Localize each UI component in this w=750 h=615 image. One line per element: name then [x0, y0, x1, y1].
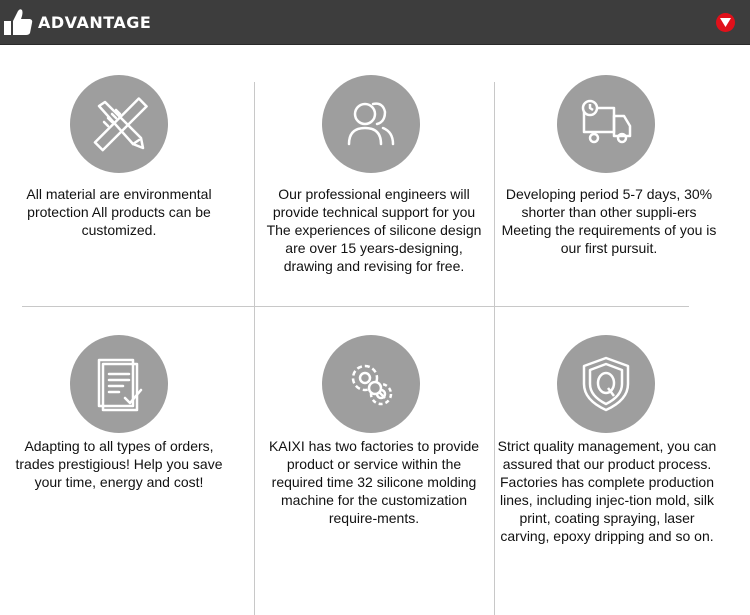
- delivery-truck-icon: [557, 75, 655, 173]
- ruler-pencil-icon: [70, 75, 168, 173]
- advantage-text-3: Developing period 5-7 days, 30% shorter than other suppli-ers Meeting the requirements of you is our first pursuit.: [501, 186, 717, 256]
- chevron-down-icon: [720, 18, 731, 27]
- document-check-icon: [70, 335, 168, 433]
- collapse-toggle-button[interactable]: [716, 13, 735, 32]
- gears-icon: [322, 335, 420, 433]
- advantage-text-1: All material are environmental protection All products can be customized.: [26, 186, 212, 238]
- section-header: [0, 0, 750, 45]
- advantage-text-5: KAIXI has two factories to provide product or service within the required time 32 silicone molding machine for the customization require-ments.: [268, 438, 480, 526]
- grid-divider-vertical-1: [254, 82, 255, 615]
- section-title: ADVANTAGE: [38, 13, 152, 32]
- advantage-text-4: Adapting to all types of orders, trades prestigious! Help you save your time, energy and cost!: [15, 438, 223, 490]
- grid-divider-horizontal: [22, 306, 689, 307]
- quality-shield-icon: [557, 335, 655, 433]
- advantage-text-2: Our professional engineers will provide technical support for you The experiences of silicone design are over 15 years-designing, drawing and revising for free.: [266, 186, 482, 274]
- advantage-text-6: Strict quality management, you can assured that our product process. Factories has complete production lines, including injec-tion mold, silk print, coating spraying, laser carving, epoxy dripping and so on.: [497, 438, 717, 544]
- grid-divider-vertical-2: [494, 82, 495, 615]
- thumbs-up-icon: [3, 8, 33, 36]
- users-icon: [322, 75, 420, 173]
